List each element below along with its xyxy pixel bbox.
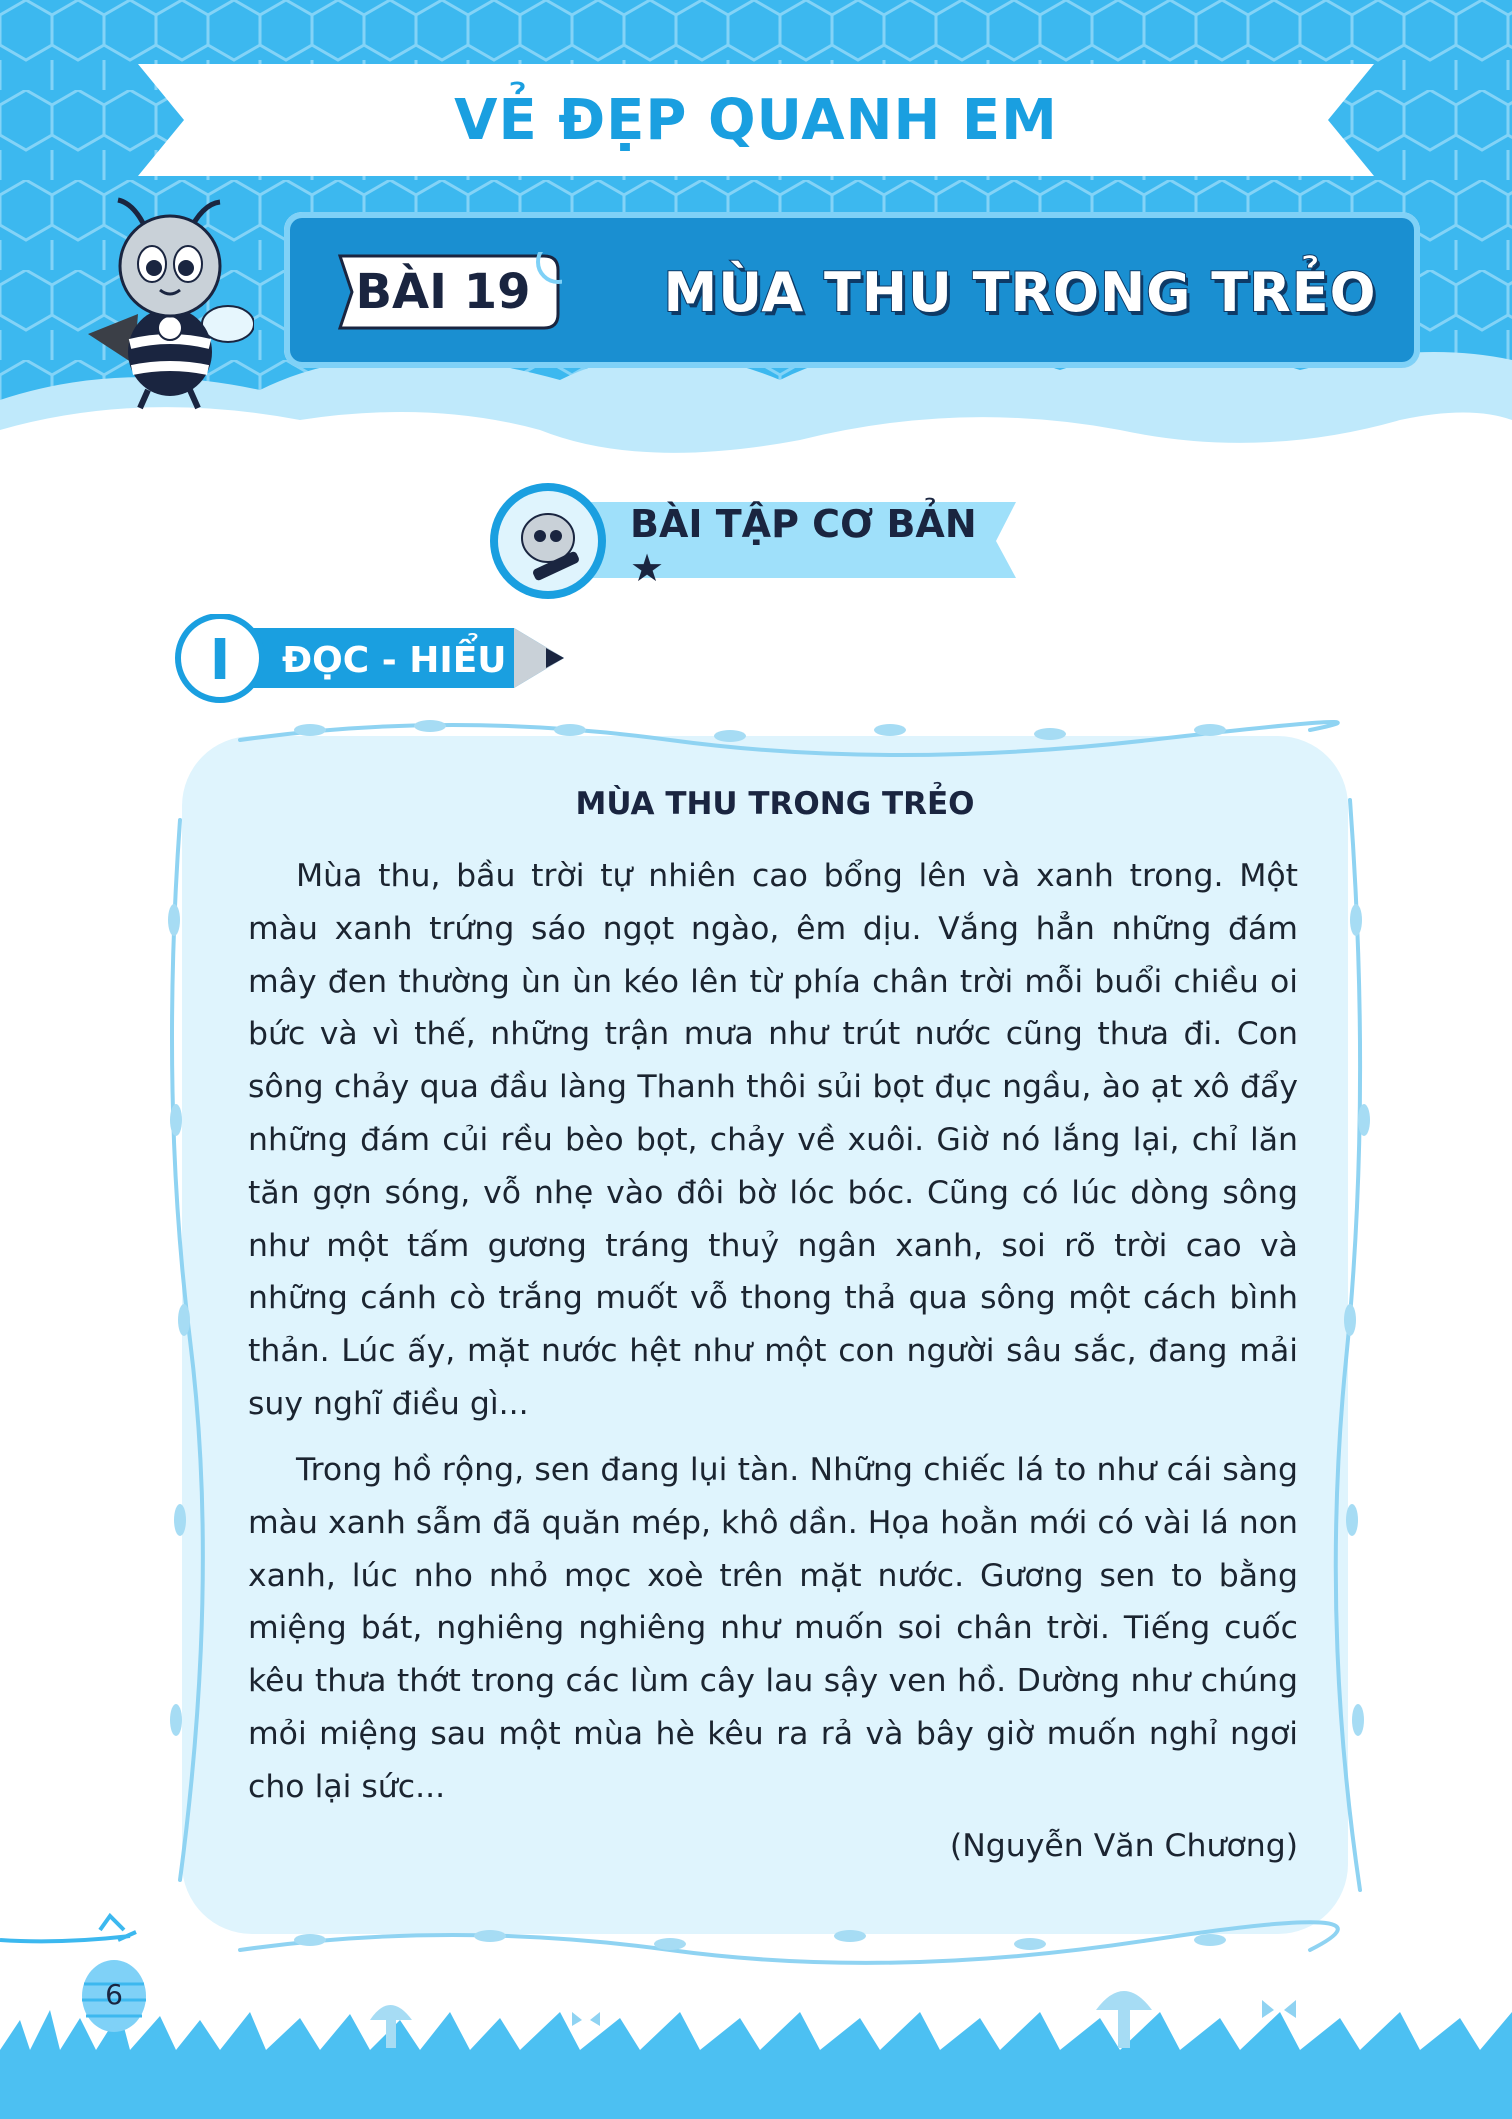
bee-mascot-icon xyxy=(78,194,254,414)
page-number: 6 xyxy=(105,1978,123,2011)
part-label: ĐỌC - HIỂU xyxy=(282,639,507,681)
reading-title: MÙA THU TRONG TRẺO xyxy=(575,786,975,822)
reading-author: (Nguyễn Văn Chương) xyxy=(949,1828,1298,1864)
reading-paragraph: Mùa thu, bầu trời tự nhiên cao bổng lên và xanh trong. Một màu xanh trứng sáo ngọt ngào, êm dịu. Vắng hẳn những đám mây đen thường ùn ùn kéo lên từ phía chân trời mỗi buổi chiều oi bức và vì thế, những trận mưa như trút nước cũng thưa đi. Con sông chảy qua đầu làng Thanh thôi sủi bọt đục ngầu, ào ạt xô đẩy những đám củi rều bèo bọt, chảy về xuôi. Giờ nó lắng lại, chỉ lăn tăn gợn sóng, vỗ nhẹ vào đôi bờ lóc bóc. Cũng có lúc dòng sông như một tấm gương tráng thuỷ ngân xanh, soi rõ trời cao và những cánh cò trắng muốt vỗ thong thả qua sông một cách bình thản. Lúc ấy, mặt nước hệt như một con người sâu sắc, đang mải suy nghĩ điều gì... xyxy=(248,858,1298,1422)
section-label: BÀI TẬP CƠ BẢN ★ xyxy=(630,502,977,590)
reading-paragraph: Trong hồ rộng, sen đang lụi tàn. Những chiếc lá to như cái sàng màu xanh sẫm đã quăn mép, khô dần. Họa hoằn mới có vài lá non xanh, lúc nho nhỏ mọc xoè trên mặt nước. Gương sen to bằng miệng bát, nghiêng nghiêng như muốn soi chân trời. Tiếng cuốc kêu thưa thớt trong các lùm cây lau sậy ven hồ. Dường như chúng mỏi miệng sau một mùa hè kêu ra rả và bây giờ muốn nghỉ ngơi cho lại sức... xyxy=(248,1452,1298,1805)
unit-title: VẺ ĐẸP QUANH EM xyxy=(454,87,1058,153)
part-number: I xyxy=(209,627,231,693)
footer-decoration xyxy=(0,1900,1512,2119)
lesson-number: BÀI 19 xyxy=(355,264,531,320)
butterfly-icon xyxy=(572,2012,600,2026)
lesson-title: MÙA THU TRONG TRẺO xyxy=(663,260,1377,324)
